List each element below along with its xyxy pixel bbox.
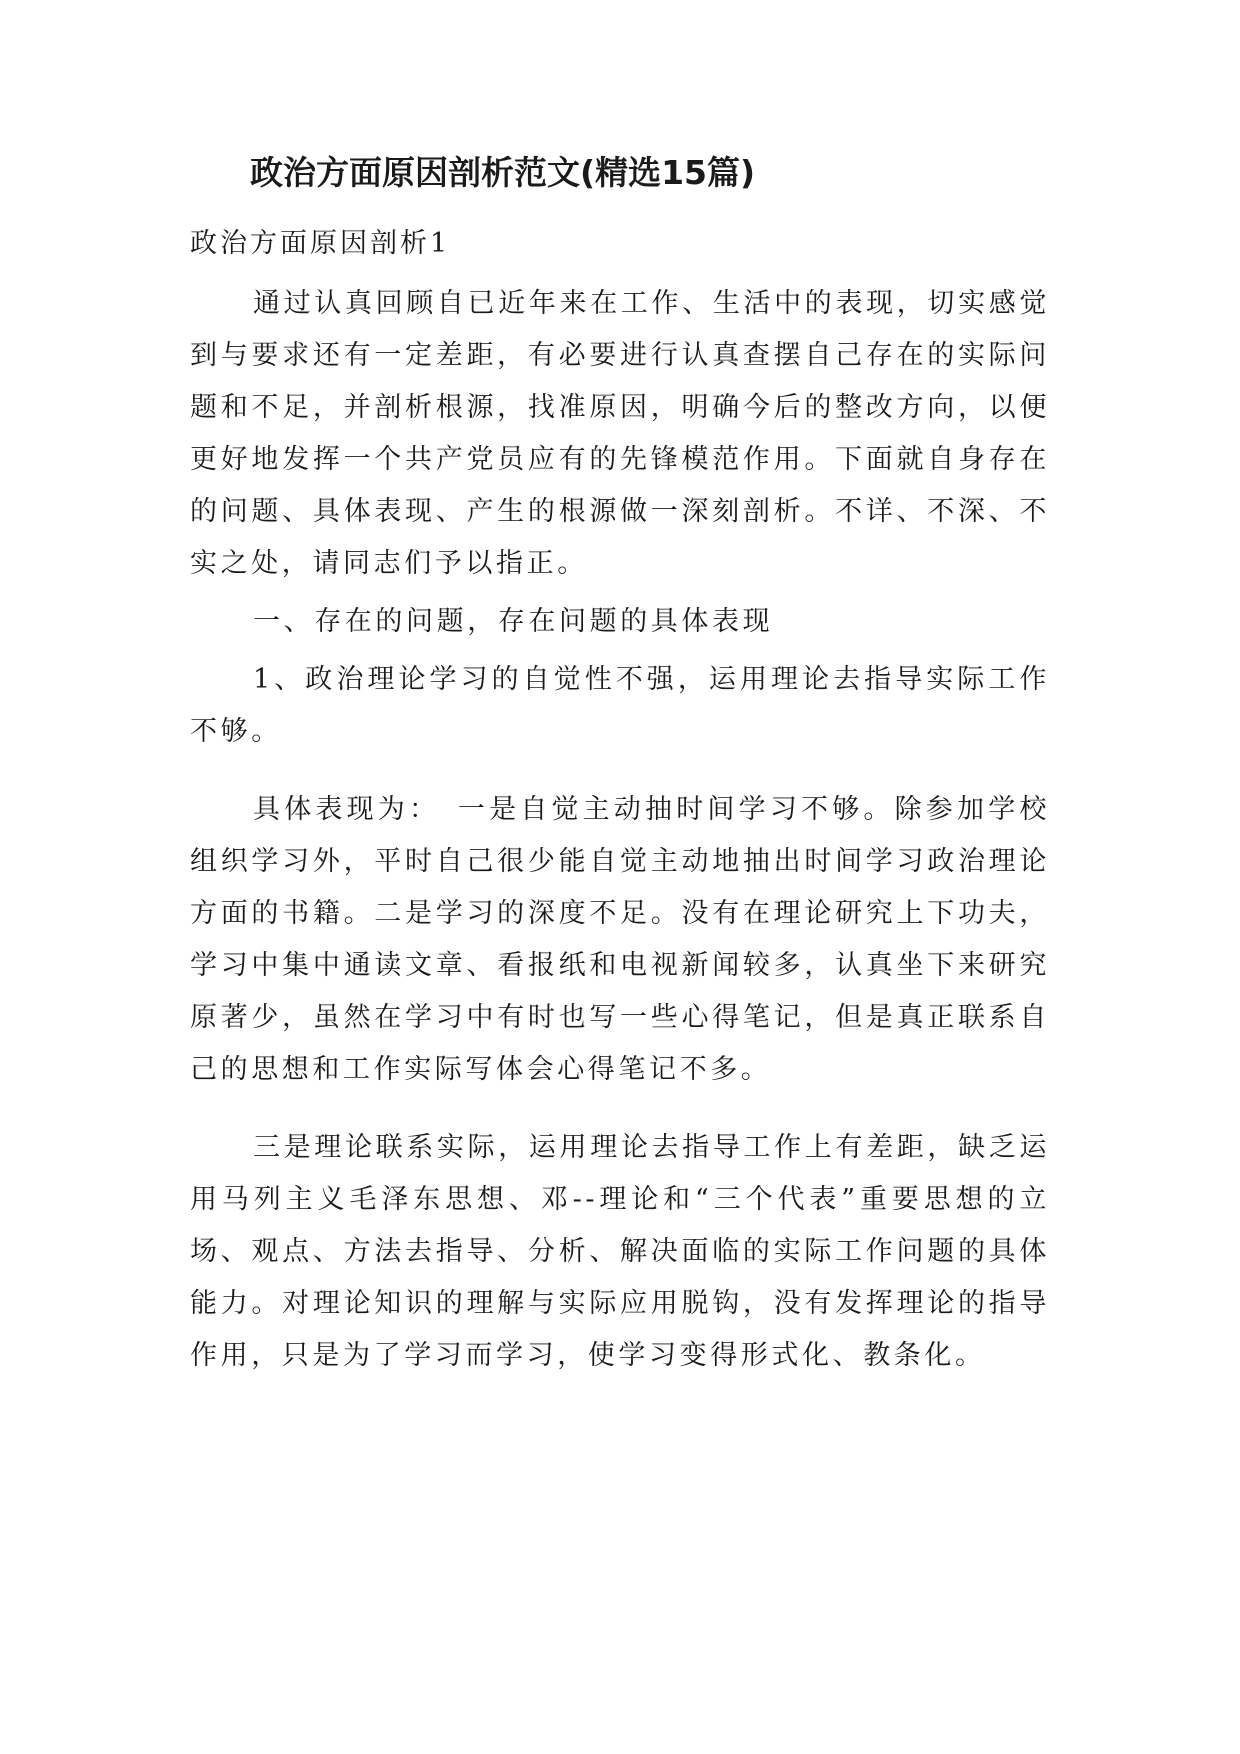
document-title: 政治方面原因剖析范文(精选15篇)	[250, 153, 756, 192]
paragraph-details: 具体表现为： 一是自觉主动抽时间学习不够。除参加学校组织学习外，平时自己很少能自觉主动地抽出时间学习政治理论方面的书籍。二是学习的深度不足。没有在理论研究上下功夫，学习中集中通读文章、看报纸和电视新闻较多，认真坐下来研究原著少，虽然在学习中有时也写一些心得笔记，但是真正联系自己的思想和工作实际写体会心得笔记不多。	[190, 794, 1050, 1085]
paragraph-heading-problems: 一、存在的问题，存在问题的具体表现	[253, 606, 774, 637]
paragraph-intro: 通过认真回顾自已近年来在工作、生活中的表现，切实感觉到与要求还有一定差距，有必要进行认真查摆自己存在的实际问题和不足，并剖析根源，找准原因，明确今后的整改方向，以便更好地发挥一个共产党员应有的先锋模范作用。下面就自身存在的问题、具体表现、产生的根源做一深刻剖析。不详、不深、不实之处，请同志们予以指正。	[190, 288, 1050, 579]
paragraph-point-1: 1、政治理论学习的自觉性不强，运用理论去指导实际工作不够。	[190, 664, 1050, 747]
section-heading: 政治方面原因剖析1	[190, 228, 451, 259]
document-body	[190, 278, 1050, 1382]
paragraph-theory-practice: 三是理论联系实际，运用理论去指导工作上有差距，缺乏运用马列主义毛泽东思想、邓--理论和“三个代表”重要思想的立场、观点、方法去指导、分析、解决面临的实际工作问题的具体能力。对理论知识的理解与实际应用脱钩，没有发挥理论的指导作用，只是为了学习而学习，使学习变得形式化、教条化。	[190, 1132, 1050, 1371]
